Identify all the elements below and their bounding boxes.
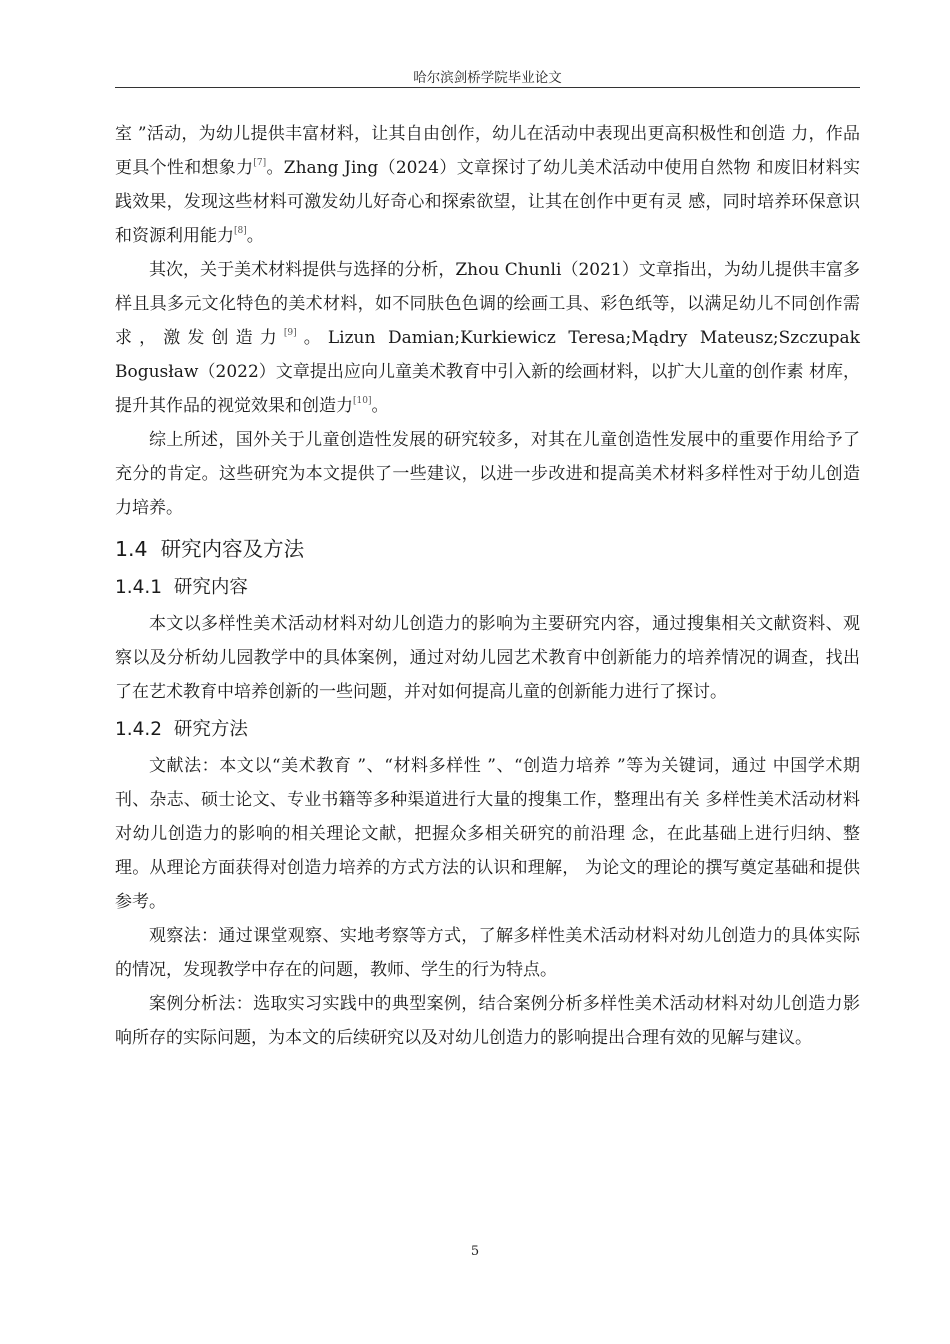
running-header: 哈尔滨剑桥学院毕业论文 [413, 70, 562, 86]
page-number: 5 [470, 1244, 480, 1259]
paragraph-case-method: 案例分析法：选取实习实践中的典型案例，结合案例分析多样性美术活动材料对幼儿创造力影响所存的实际问题，为本文的后续研究以及对幼儿创造力的影响提出合理有效的见解与建议。 [115, 994, 860, 1048]
subsection-heading [115, 713, 860, 747]
paragraph-continuation [115, 117, 860, 253]
paragraph-summary: 综上所述，国外关于儿童创造性发展的研究较多，对其在儿童创造性发展中的重要作用给予了充分的肯定。这些研究为本文提供了一些建议，以进一步改进和提高美术材料多样性对于幼儿创造力培养。 [115, 430, 860, 518]
citation-ref: [8] [234, 226, 247, 236]
subsection-title: 研究方法 [173, 719, 248, 740]
section-heading [115, 531, 860, 567]
paragraph-research-content: 本文以多样性美术活动材料对幼儿创造力的影响为主要研究内容，通过搜集相关文献资料、观察以及分析幼儿园教学中的具体案例，通过对幼儿园艺术教育中创新能力的培养情况的调查，找出了在艺术教育中培养创新的一些问题，并对如何提高儿童的创新能力进行了探讨。 [115, 614, 860, 702]
subsection-number: 1.4.1 [115, 577, 163, 598]
section-title: 研究内容及方法 [160, 537, 305, 561]
paragraph-observation-method: 观察法：通过课堂观察、实地考察等方式，了解多样性美术活动材料对幼儿创造力的具体实际的情况，发现教学中存在的问题，教师、学生的行为特点。 [115, 926, 860, 980]
subsection-title: 研究内容 [173, 577, 248, 598]
subsection-heading [115, 571, 860, 605]
section-number: 1.4 [115, 537, 148, 561]
paragraph-text: 。 [246, 226, 264, 246]
subsection-number: 1.4.2 [115, 719, 163, 740]
paragraph-text: 。 [371, 396, 389, 416]
paragraph-text: 室 ”活动，为幼儿提供丰富材料，让其自由创作，幼儿在活动中表现出更高积极性和创造 力，作品更具个性和想象力 [115, 124, 860, 178]
citation-ref: [10] [353, 396, 372, 406]
paragraph-text: 。Lizun Damian;Kurkiewicz Teresa;Mądry Mateusz;Szczupak Bogusław（2022）文章提出应向儿童美术教育中引入新的绘画材料，以扩大儿童的创作素 材库，提升其作品的视觉效果和创造力 [115, 328, 860, 416]
header-rule [115, 87, 860, 88]
citation-ref: [9] [283, 328, 297, 338]
paragraph-materials [115, 253, 860, 423]
body-text [115, 117, 860, 1055]
paragraph-literature-method: 文献法：本文以“美术教育 ”、“材料多样性 ”、“创造力培养 ”等为关键词，通过 中国学术期刊、杂志、硕士论文、专业书籍等多种渠道进行大量的搜集工作，整理出有关 多样性美术活动材料对幼儿创造力的影响的相关理论文献，把握众多相关研究的前沿理 念，在此基础上进行归纳、整理。从理论方面获得对创造力培养的方式方法的认识和理解， 为论文的理论的撰写奠定基础和提供参考。 [115, 756, 860, 912]
paragraph-text: 其次，关于美术材料提供与选择的分析，Zhou Chunli（2021）文章指出，为幼儿提供丰富多样且具多元文化特色的美术材料，如不同肤色色调的绘画工具、彩色纸等，以满足幼儿不同创作需求，激发创造力 [115, 260, 860, 348]
paragraph-text: 。Zhang Jing（2024）文章探讨了幼儿美术活动中使用自然物 和废旧材料实践效果，发现这些材料可激发幼儿好奇心和探索欲望，让其在创作中更有灵 感，同时培养环保意识和资源利用能力 [115, 158, 861, 246]
citation-ref: [7] [253, 158, 267, 168]
